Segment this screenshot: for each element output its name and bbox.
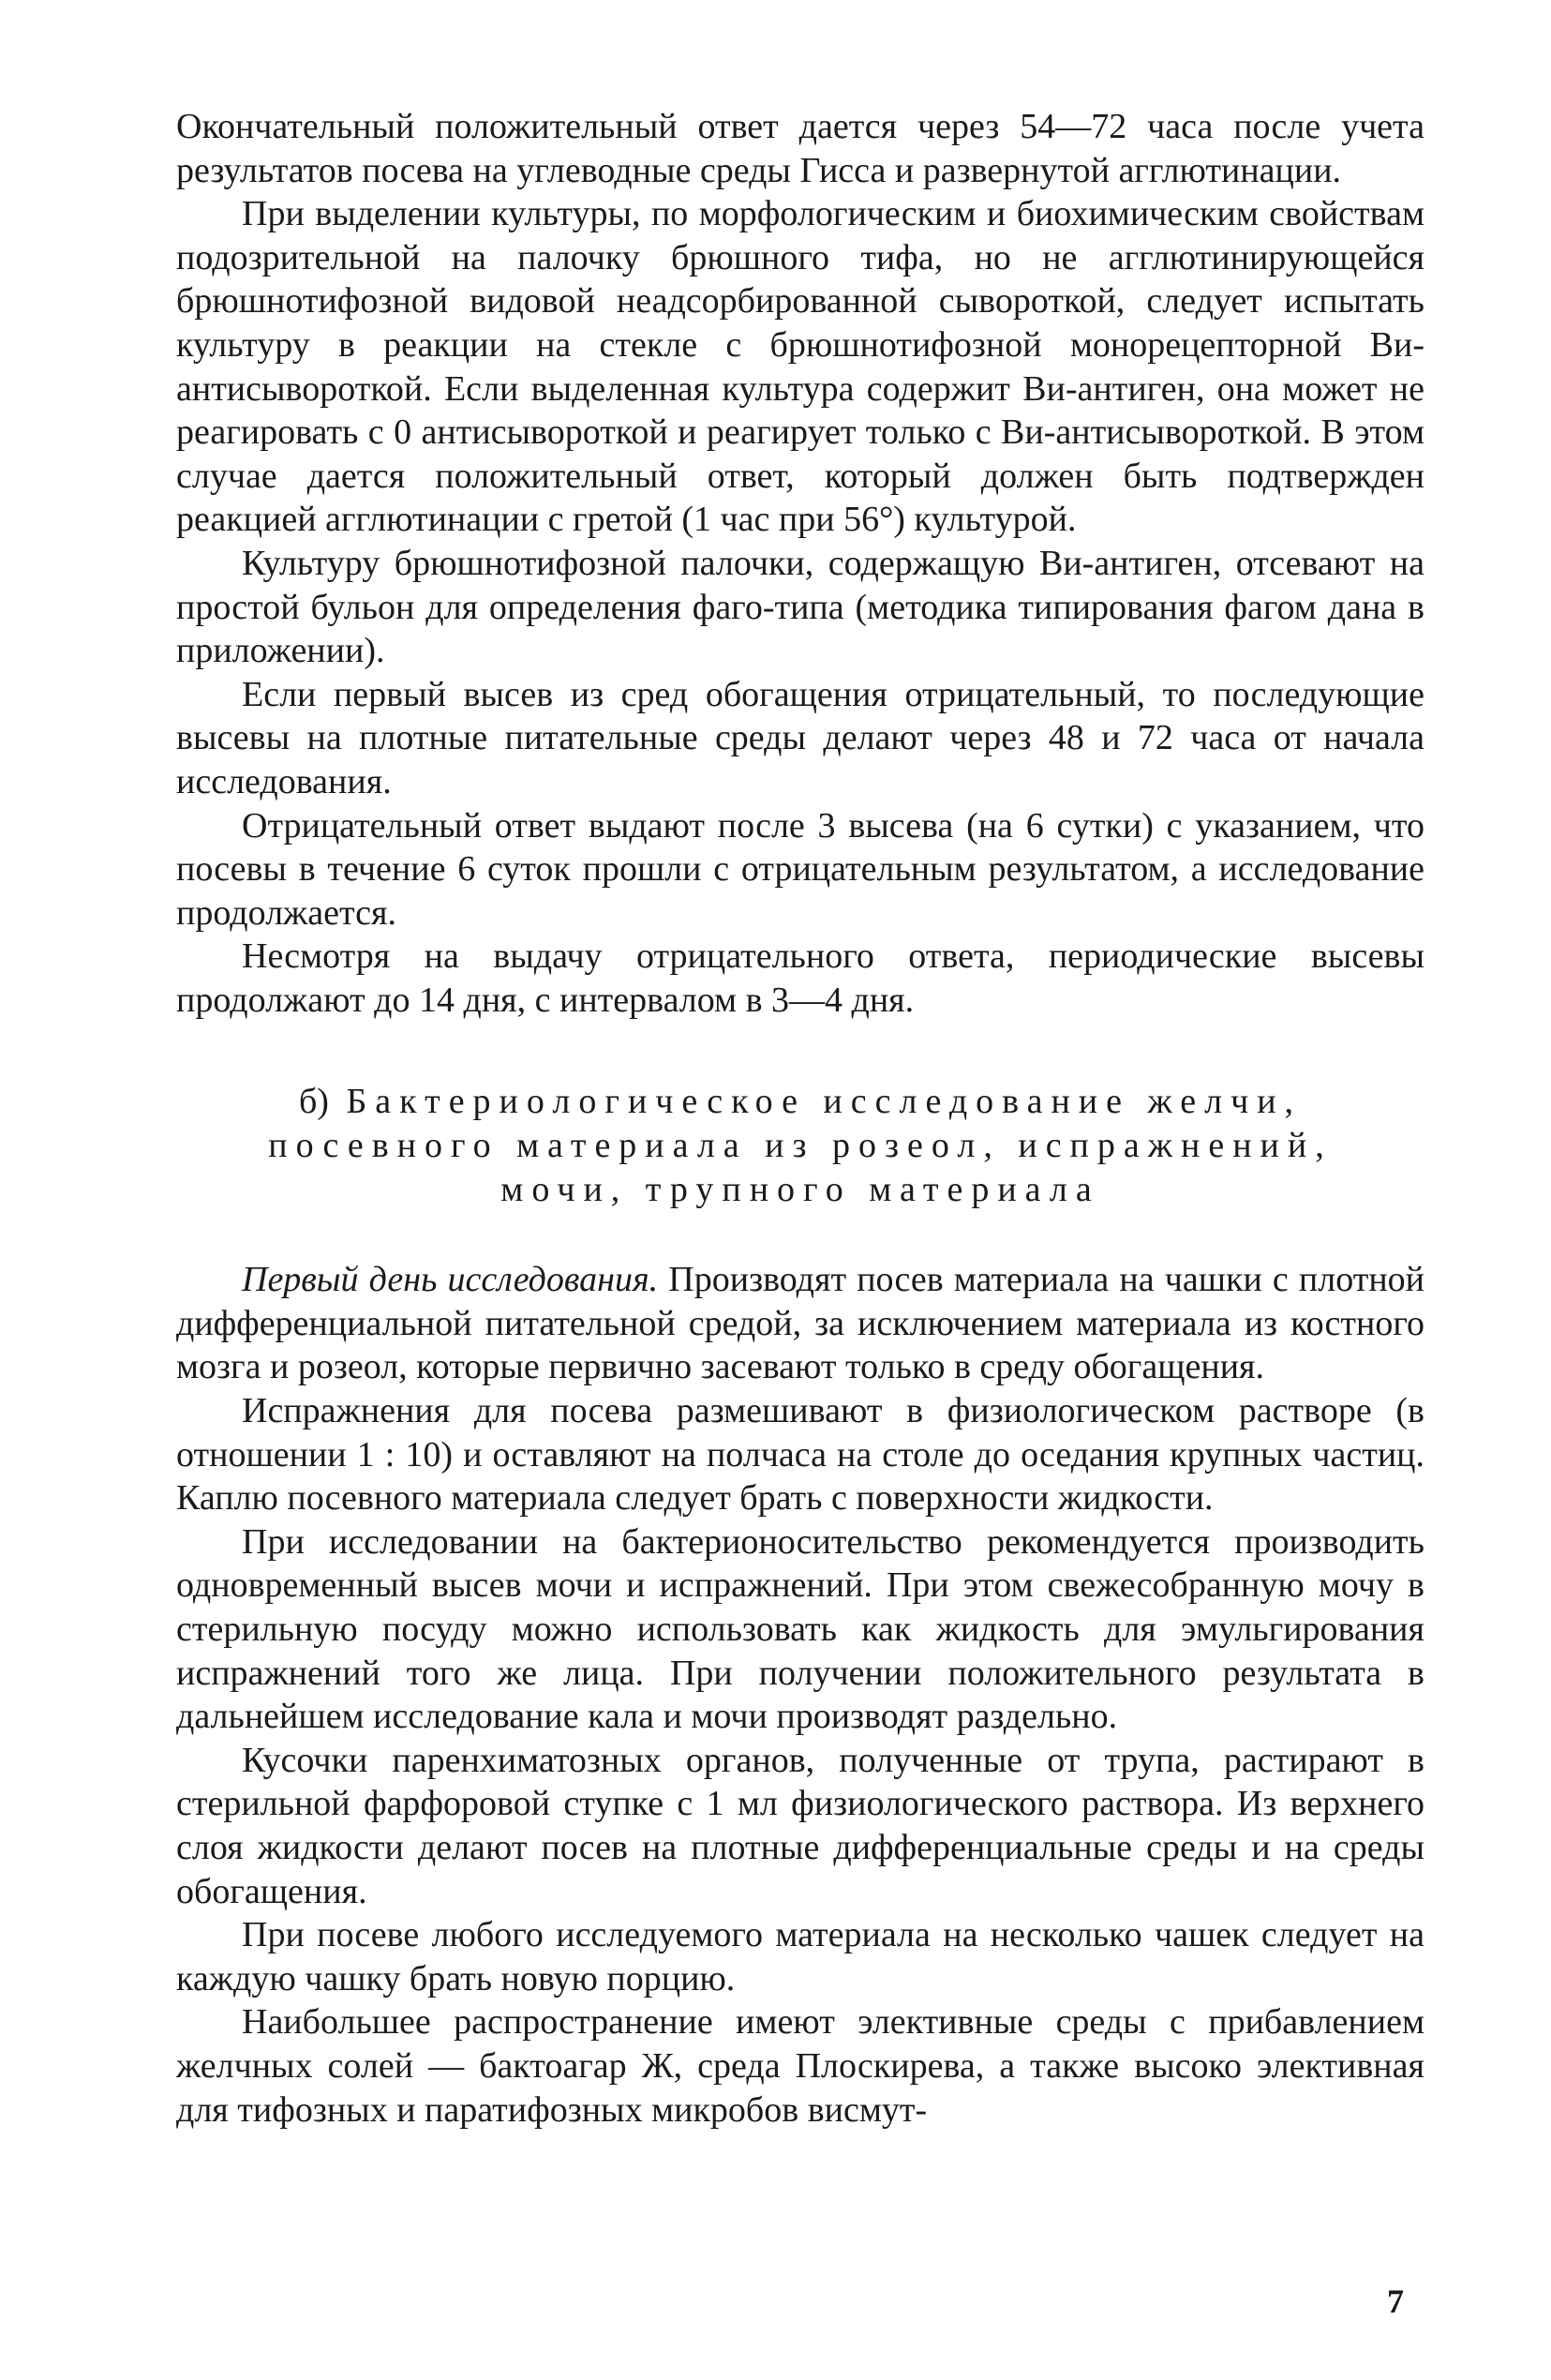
section-heading-line-1 bbox=[176, 1080, 1424, 1124]
page-number: 7 bbox=[1387, 2283, 1404, 2320]
first-day-label: Первый день исследования. bbox=[242, 1260, 659, 1300]
paragraph-first-day bbox=[176, 1258, 1424, 1389]
paragraph-final-answer: Окончательный положительный ответ дается через 54—72 часа после учета результатов посева на углеводные среды Гисса и развернутой агглютинации. bbox=[176, 107, 1424, 190]
page-body bbox=[176, 105, 1424, 2132]
paragraph-new-portion: При посеве любого исследуемого материала на несколько чашек следует на каждую чашку брать новую порцию. bbox=[176, 1915, 1424, 1998]
section-heading-line-1-text: Бактериологическое исследование желчи, bbox=[346, 1082, 1303, 1122]
paragraph-stool-preparation: Испражнения для посева размешивают в физиологическом растворе (в отношении 1 : 10) и оставляют на полчаса на столе до оседания крупных частиц. Каплю посевного материала следует брать с поверхности жидкости. bbox=[176, 1391, 1424, 1519]
first-day-text: Производят посев материала на чашки с плотной дифференциальной питательной средой, за исключением материала из костного мозга и розеол, которые первично засевают только в среду обогащения. bbox=[176, 1260, 1424, 1387]
section-heading-lead: б) bbox=[298, 1082, 329, 1122]
paragraph-subsequent-sowing: Если первый высев из сред обогащения отрицательный, то последующие высевы на плотные питательные среды делают через 48 и 72 часа от начала исследования. bbox=[176, 674, 1424, 801]
paragraph-elective-media: Наибольшее распространение имеют элективные среды с прибавлением желчных солей — бактоагар Ж, среда Плоскирева, а также высоко элективная для тифозных и паратифозных микробов висмут- bbox=[176, 2002, 1424, 2130]
paragraph-organ-pieces: Кусочки паренхиматозных органов, полученные от трупа, растирают в стерильной фарфоровой ступке с 1 мл физиологического раствора. Из верхнего слоя жидкости делают посев на плотные дифференциальные среды и на среды обогащения. bbox=[176, 1740, 1424, 1911]
paragraph-carrier-testing: При исследовании на бактерионосительство рекомендуется производить одновременный высев мочи и испражнений. При этом свежесобранную мочу в стерильную посуду можно использовать как жидкость для эмульгирования испражнений того же лица. При получении положительного результата в дальнейшем исследование кала и мочи производят раздельно. bbox=[176, 1521, 1424, 1737]
section-heading-line-2: посевного материала из розеол, испражнений, bbox=[268, 1126, 1333, 1166]
section-heading-line-3: мочи, трупного материала bbox=[500, 1169, 1100, 1209]
paragraph-periodic-sowing: Несмотря на выдачу отрицательного ответа, периодические высевы продолжают до 14 дня, с интервалом в 3—4 дня. bbox=[176, 936, 1424, 1020]
paragraph-negative-answer: Отрицательный ответ выдают после 3 высева (на 6 сутки) с указанием, что посевы в течение 6 суток прошли с отрицательным результатом, а исследование продолжается. bbox=[176, 805, 1424, 933]
paragraph-culture-isolation: При выделении культуры, по морфологическим и биохимическим свойствам подозрительной на палочку брюшного тифа, но не агглютинирующейся брюшнотифозной видовой неадсорбированной сывороткой, следует испытать культуру в реакции на стекле с брюшнотифозной монорецепторной Ви-антисывороткой. Если выделенная культура содержит Ви-антиген, она может не реагировать с 0 антисывороткой и реагирует только с Ви-антисывороткой. В этом случае дается положительный ответ, который должен быть подтвержден реакцией агглютинации с гретой (1 час при 56°) культурой. bbox=[176, 194, 1424, 540]
paragraph-phage-typing: Культуру брюшнотифозной палочки, содержащую Ви-антиген, отсевают на простой бульон для определения фаго-типа (методика типирования фагом дана в приложении). bbox=[176, 543, 1424, 671]
section-heading bbox=[176, 1080, 1424, 1211]
